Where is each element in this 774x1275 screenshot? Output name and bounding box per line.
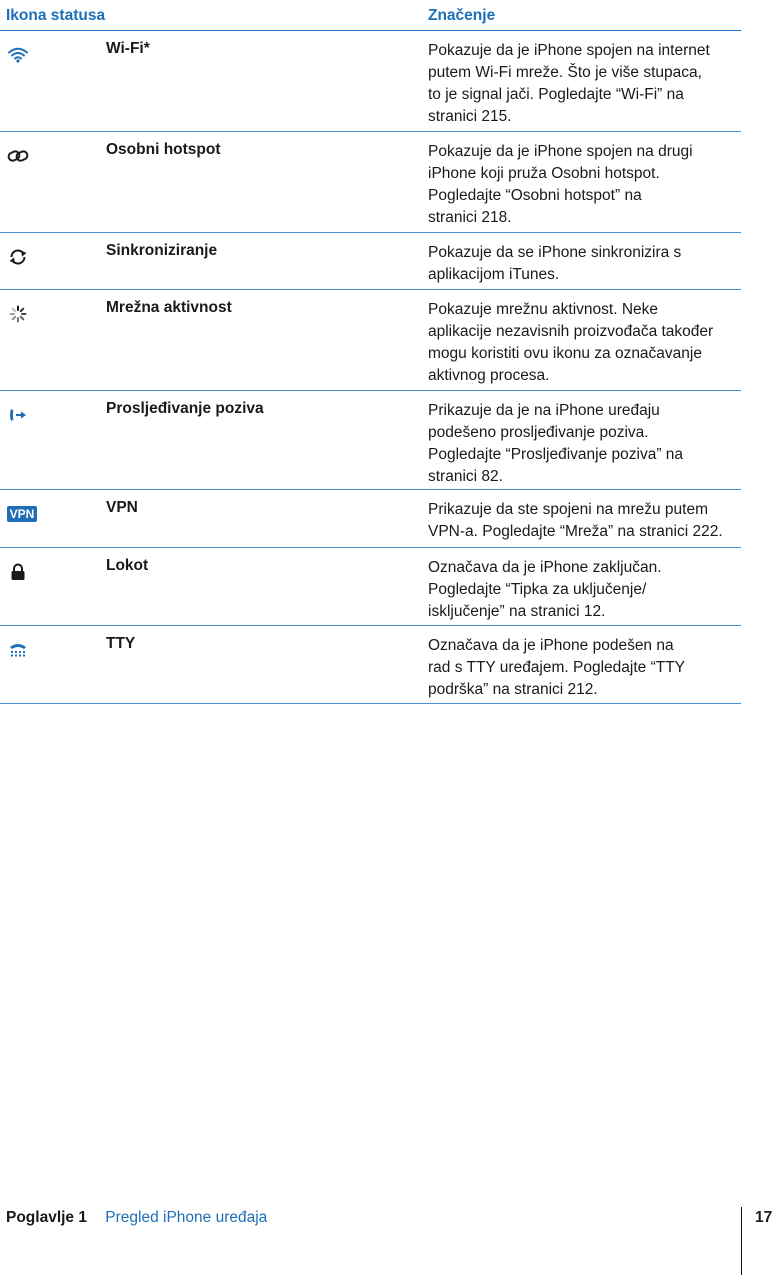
table-row (0, 233, 741, 290)
wifi-icon (6, 45, 30, 65)
call-forwarding-icon (6, 405, 30, 425)
table-row (0, 132, 741, 233)
row-description: Označava da je iPhone podešen na rad s TTY uređajem. Pogledajte “TTY podrška” na stranici 212. (428, 637, 686, 698)
row-description: Pokazuje mrežnu aktivnost. Neke aplikacije nezavisnih proizvođača također mogu koristiti ovu ikonu za označavanje aktivnog procesa. (428, 301, 714, 384)
row-name: VPN (106, 499, 138, 516)
row-description: Označava da je iPhone zaključan. Pogledajte “Tipka za uključenje/ isključenje” na stranici 12. (428, 559, 662, 620)
chapter-label: Poglavlje 1 (6, 1209, 87, 1226)
page-footer (6, 1209, 267, 1227)
table-row (0, 31, 741, 132)
row-name: Wi-Fi* (106, 40, 150, 57)
table-row (0, 490, 741, 548)
table-row (0, 391, 741, 490)
row-description: Pokazuje da se iPhone sinkronizira s aplikacijom iTunes. (428, 244, 682, 283)
table-row (0, 290, 741, 391)
row-name: TTY (106, 635, 136, 652)
row-name: Prosljeđivanje poziva (106, 400, 264, 417)
row-name: Osobni hotspot (106, 141, 221, 158)
page-number: 17 (755, 1209, 773, 1226)
table-row (0, 626, 741, 704)
footer-divider (741, 1207, 742, 1275)
chapter-title-link[interactable]: Pregled iPhone uređaja (105, 1209, 268, 1226)
row-description: Prikazuje da je na iPhone uređaju podešeno prosljeđivanje poziva. Pogledajte “Prosljeđivanje poziva” na stranici 82. (428, 402, 684, 485)
sync-icon (6, 247, 30, 267)
row-name: Lokot (106, 557, 149, 574)
column-header-icon: Ikona statusa (6, 7, 106, 24)
row-description: Pokazuje da je iPhone spojen na drugi iPhone koji pruža Osobni hotspot. Pogledajte “Osobni hotspot” na stranici 218. (428, 143, 693, 226)
tty-icon (6, 640, 30, 660)
network-activity-icon (6, 304, 30, 324)
lock-icon (6, 562, 30, 582)
row-description: Pokazuje da je iPhone spojen na internet putem Wi-Fi mreže. Što je više stupaca, to je signal jači. Pogledajte “Wi-Fi” na stranici 215. (428, 42, 710, 125)
vpn-icon: VPN (6, 504, 38, 524)
table-header (0, 0, 741, 31)
row-name: Mrežna aktivnost (106, 299, 232, 316)
personal-hotspot-icon (6, 146, 30, 166)
column-header-meaning: Značenje (428, 7, 496, 24)
row-description: Prikazuje da ste spojeni na mrežu putem VPN-a. Pogledajte “Mreža” na stranici 222. (428, 501, 723, 540)
row-name: Sinkroniziranje (106, 242, 218, 259)
table-row (0, 548, 741, 626)
